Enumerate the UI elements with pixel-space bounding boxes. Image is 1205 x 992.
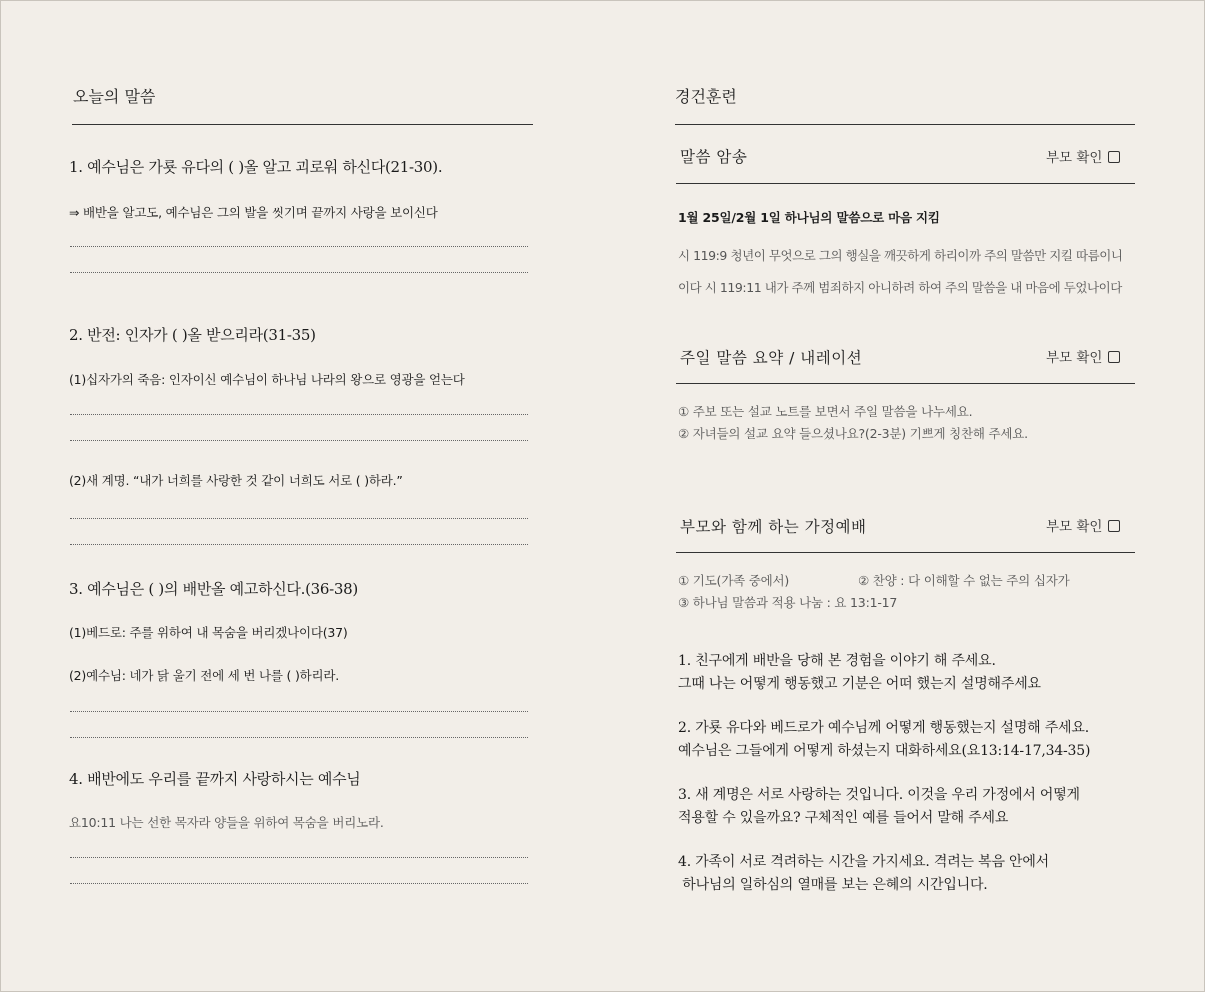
worship-scripture: ③ 하나님 말씀과 적용 나눔 : 요 13:1-17 [678,595,898,610]
parent-check-label: 부모 확인 [1046,350,1103,366]
discussion-4-line-1: 4. 가족이 서로 격려하는 시간을 가지세요. 격려는 복음 안에서 [678,854,1049,870]
family-worship-title: 부모와 함께 하는 가정예배 [680,518,867,536]
memorization-verse-2: 이다 시 119:11 내가 주께 범죄하지 아니하려 하여 주의 말씀을 내 마음에 두었나이다 [678,280,1122,295]
memorization-dates: 1월 25일/2월 1일 하나님의 말씀으로 마음 지킴 [678,210,940,225]
answer-line[interactable] [70,737,528,738]
question-2-point-1: (1)십자가의 죽음: 인자이신 예수님이 하나님 나라의 왕으로 영광을 얻는다 [69,372,465,387]
checkbox-icon[interactable] [1108,151,1120,163]
question-1: 1. 예수님은 가룟 유다의 ( )올 알고 괴로워 하신다(21-30). [69,158,443,176]
answer-line[interactable] [70,414,528,415]
answer-line[interactable] [70,440,528,441]
checkbox-icon[interactable] [1108,351,1120,363]
answer-line[interactable] [70,711,528,712]
section-rule [676,552,1135,553]
answer-line[interactable] [70,272,528,273]
question-3-point-2: (2)예수님: 네가 닭 울기 전에 세 번 나를 ( )하리라. [69,668,340,683]
parent-check-label: 부모 확인 [1046,519,1103,535]
memorization-verse-1: 시 119:9 청년이 무엇으로 그의 행실을 깨끗하게 하리이까 주의 말씀만 지킬 따름이니 [678,248,1123,263]
discussion-3-line-1: 3. 새 계명은 서로 사랑하는 것입니다. 이것을 우리 가정에서 어떻게 [678,787,1080,803]
left-heading: 오늘의 말씀 [73,87,156,106]
answer-line[interactable] [70,857,528,858]
discussion-4-line-2: 하나님의 일하심의 열매를 보는 은혜의 시간입니다. [678,877,988,893]
discussion-2-line-1: 2. 가룟 유다와 베드로가 예수님께 어떻게 행동했는지 설명해 주세요. [678,720,1089,736]
answer-line[interactable] [70,518,528,519]
answer-line[interactable] [70,544,528,545]
right-heading: 경건훈련 [675,87,737,106]
question-2-point-2: (2)새 계명. “내가 너희를 사랑한 것 같이 너희도 서로 ( )하라.” [69,473,403,488]
parent-check-worship[interactable] [1046,515,1120,535]
question-1-summary: ⇒ 배반을 알고도, 예수님은 그의 발을 씻기며 끝까지 사랑을 보이신다 [69,205,438,220]
sermon-step-2: ② 자녀들의 설교 요약 들으셨나요?(2-3분) 기쁘게 칭찬해 주세요. [678,426,1028,441]
question-4: 4. 배반에도 우리를 끝까지 사랑하시는 예수님 [69,770,361,788]
answer-line[interactable] [70,883,528,884]
discussion-1-line-1: 1. 친구에게 배반을 당해 본 경험을 이야기 해 주세요. [678,653,996,669]
section-rule [676,383,1135,384]
left-heading-rule [72,124,533,125]
checkbox-icon[interactable] [1108,520,1120,532]
parent-check-sermon[interactable] [1046,346,1120,366]
parent-check-label: 부모 확인 [1046,150,1103,166]
sermon-step-1: ① 주보 또는 설교 노트를 보면서 주일 말씀을 나누세요. [678,404,973,419]
question-3: 3. 예수님은 ( )의 배반올 예고하신다.(36-38) [69,580,358,598]
question-3-point-1: (1)베드로: 주를 위하여 내 목숨을 버리겠나이다(37) [69,625,348,640]
question-4-verse: 요10:11 나는 선한 목자라 양들을 위하여 목숨을 버리노라. [69,815,384,830]
memorization-title: 말씀 암송 [680,148,748,166]
worship-prayer: ① 기도(가족 중에서) [678,573,790,588]
parent-check-memorization[interactable] [1046,146,1120,166]
section-rule [676,183,1135,184]
right-heading-rule [675,124,1135,125]
discussion-3-line-2: 적용할 수 있을까요? 구체적인 예를 들어서 말해 주세요 [678,810,1009,826]
discussion-2-line-2: 예수님은 그들에게 어떻게 하셨는지 대화하세요(요13:14-17,34-35) [678,743,1091,759]
discussion-1-line-2: 그때 나는 어떻게 행동했고 기분은 어떠 했는지 설명해주세요 [678,676,1041,692]
worship-hymn: ② 찬양 : 다 이해할 수 없는 주의 십자가 [858,573,1070,588]
question-2: 2. 반전: 인자가 ( )올 받으리라(31-35) [69,326,316,344]
answer-line[interactable] [70,246,528,247]
sermon-summary-title: 주일 말씀 요약 / 내레이션 [680,349,863,367]
